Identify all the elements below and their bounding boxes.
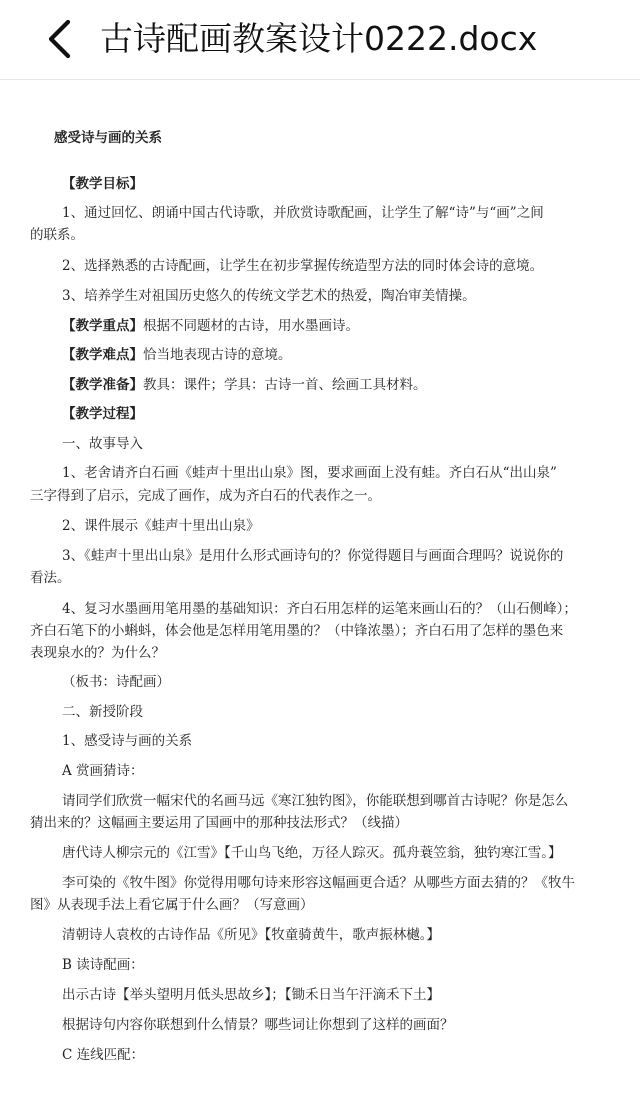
part-b-para-1: 出示古诗【举头望明月低头思故乡】；【锄禾日当午汗滴禾下土】 [62, 987, 440, 1003]
process-label: 【教学过程】 [62, 406, 143, 422]
part-a-para-1-line-2: 猜出来的？这幅画主要运用了国画中的那种技法形式？（线描） [30, 815, 408, 831]
board-note: （板书：诗配画） [62, 674, 170, 690]
goals-label: 【教学目标】 [62, 176, 143, 192]
para-3-line-1: 3、《蛙声十里出山泉》是用什么形式画诗句的？你觉得题目与画面合理吗？说说你的 [62, 548, 564, 564]
subsection-1-title: 1、感受诗与画的关系 [62, 733, 193, 749]
part-b-title: B 读诗配画： [62, 957, 144, 973]
goal-3: 3、培养学生对祖国历史悠久的传统文学艺术的热爱，陶冶审美情操。 [62, 288, 476, 304]
document-page [0, 80, 640, 1115]
difficulty-point [62, 345, 292, 365]
part-b-para-2: 根据诗句内容你联想到什么情景？哪些词让你想到了这样的画面？ [62, 1017, 454, 1033]
difficulty-label: 【教学难点】 [62, 347, 143, 363]
key-point [62, 316, 359, 336]
para-4-line-3: 表现泉水的？为什么？ [30, 645, 165, 661]
section-1-title: 一、故事导入 [62, 436, 143, 452]
para-4-line-1: 4、复习水墨画用笔用墨的基础知识：齐白石用怎样的运笔来画山石的？（山石侧峰）； [62, 601, 577, 617]
para-1-line-2: 三字得到了启示，完成了画作，成为齐白石的代表作之一。 [30, 488, 381, 504]
key-point-label: 【教学重点】 [62, 318, 143, 334]
part-a-para-1-line-1: 请同学们欣赏一幅宋代的名画马远《寒江独钓图》，你能联想到哪首古诗呢？你是怎么 [62, 793, 569, 809]
document-title: 古诗配画教案设计0222.docx [100, 19, 538, 58]
goal-1-line-1: 1、通过回忆、朗诵中国古代诗歌，并欣赏诗歌配画，让学生了解“诗”与“画”之间 [62, 205, 544, 221]
section-2-title: 二、新授阶段 [62, 704, 143, 720]
section-heading: 感受诗与画的关系 [54, 130, 162, 146]
part-a-title: A 赏画猜诗： [62, 763, 144, 779]
goal-1-line-2: 的联系。 [30, 227, 84, 243]
preparation-text: 教具：课件；学具：古诗一首、绘画工具材料。 [143, 377, 427, 393]
para-2: 2、课件展示《蛙声十里出山泉》 [62, 518, 260, 534]
key-point-text: 根据不同题材的古诗，用水墨画诗。 [143, 318, 359, 334]
part-c-title: C 连线匹配： [62, 1047, 145, 1063]
part-a-para-2: 唐代诗人柳宗元的《江雪》【千山鸟飞绝，万径人踪灭。孤舟蓑笠翁，独钓寒江雪。】 [62, 845, 562, 861]
back-arrow-icon[interactable] [40, 16, 86, 62]
preparation [62, 375, 427, 395]
para-4-line-2: 齐白石笔下的小蝌蚪，体会他是怎样用笔用墨的？（中锋浓墨）；齐白石用了怎样的墨色来 [30, 623, 564, 639]
app-header [0, 0, 640, 80]
part-a-para-4: 清朝诗人袁枚的古诗作品《所见》【牧童骑黄牛，歌声振林樾。】 [62, 927, 440, 943]
goal-2: 2、选择熟悉的古诗配画，让学生在初步掌握传统造型方法的同时体会诗的意境。 [62, 258, 544, 274]
preparation-label: 【教学准备】 [62, 377, 143, 393]
difficulty-text: 恰当地表现古诗的意境。 [143, 347, 292, 363]
part-a-para-3-line-2: 图》从表现手法上看它属于什么画？（写意画） [30, 897, 314, 913]
part-a-para-3-line-1: 李可染的《牧牛图》你觉得用哪句诗来形容这幅画更合适？从哪些方面去猜的？《牧牛 [62, 875, 575, 891]
para-3-line-2: 看法。 [30, 570, 71, 586]
para-1-line-1: 1、老舍请齐白石画《蛙声十里出山泉》图，要求画面上没有蛙。齐白石从“出山泉” [62, 465, 557, 481]
